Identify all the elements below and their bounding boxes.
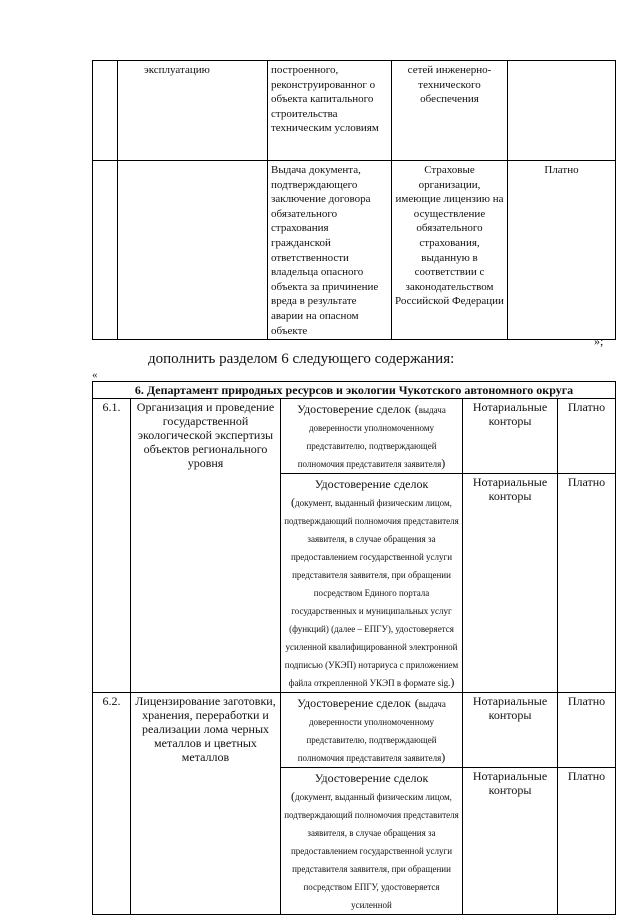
service-cell (281, 768, 463, 915)
service-title: Удостоверение сделок (314, 477, 429, 491)
service-cell (281, 399, 463, 474)
provider-cell: Нотариальные конторы (463, 693, 558, 768)
section-header: 6. Департамент природных ресурсов и экологии Чукотского автономного округа (93, 382, 616, 399)
section-header-row (93, 382, 616, 399)
amendment-intro: дополнить разделом 6 следующего содержания: (148, 351, 455, 367)
fee-cell: Платно (558, 399, 616, 474)
table-cell (508, 61, 616, 161)
table-row (93, 61, 616, 161)
service-title: Удостоверение сделок (297, 696, 411, 710)
service-detail: документ, выданный физическим лицом, подтверждающий полномочия представителя заявителя, в случае обращения за предоставлением государственной услуги представителя заявителя, при обращении посредством Единого портала государственных и муниципальных услуг (функций) (далее – ЕПГУ), удостоверяется усиленной квалифицированной электронной подписью (УКЭП) нотариуса с приложением файла открепленной УКЭП в формате sig. (284, 498, 459, 688)
closing-quote: »; (594, 334, 604, 348)
service-detail: выдача доверенности уполномоченному представителю, подтверждающей полномочия представителя заявителя (297, 405, 446, 469)
activity-name: Организация и проведение государственной экологической экспертизы объектов регионального уровня (131, 399, 281, 693)
provider-cell: Нотариальные конторы (463, 768, 558, 915)
service-cell (281, 474, 463, 693)
service-title: Удостоверение сделок (297, 402, 411, 416)
provider-cell: Нотариальные конторы (463, 474, 558, 693)
bracket: ( (414, 402, 419, 416)
fee-cell: Платно (558, 768, 616, 915)
continuation-table (92, 60, 616, 340)
table-cell: построенного, реконструированног о объекта капитального строительства техническим условиям (268, 61, 392, 161)
table-cell (118, 161, 268, 340)
row-number: 6.2. (93, 693, 131, 915)
opening-quote: « (92, 369, 98, 381)
table-cell (93, 61, 118, 161)
bracket: ) (441, 750, 446, 764)
table-cell (93, 161, 118, 340)
bracket: ( (291, 789, 296, 803)
fee-cell: Платно (558, 474, 616, 693)
bracket: ( (291, 495, 296, 509)
service-detail: выдача доверенности уполномоченному представителю, подтверждающей полномочия представителя заявителя (297, 699, 446, 763)
section6-table (92, 381, 616, 915)
bracket: ) (450, 675, 455, 689)
table-cell: сетей инженерно-технического обеспечения (392, 61, 508, 161)
table-row (93, 693, 616, 768)
activity-name: Лицензирование заготовки, хранения, переработки и реализации лома черных металлов и цветных металлов (131, 693, 281, 915)
fee-cell: Платно (558, 693, 616, 768)
table-cell: Платно (508, 161, 616, 340)
table-row (93, 399, 616, 474)
service-cell (281, 693, 463, 768)
table-cell: Выдача документа, подтверждающего заключение договора обязательного страхования гражданской ответственности владельца опасного объекта за причинение вреда в результате аварии на опасном объекте (268, 161, 392, 340)
table-cell: Страховые организации, имеющие лицензию на осуществление обязательного страхования, выданную в соответствии с законодательством Российской Федерации (392, 161, 508, 340)
table-cell: эксплуатацию (118, 61, 268, 161)
row-number: 6.1. (93, 399, 131, 693)
bracket: ) (441, 456, 446, 470)
bracket: ( (414, 696, 419, 710)
service-title: Удостоверение сделок (314, 771, 429, 785)
table-row (93, 161, 616, 340)
service-detail: документ, выданный физическим лицом, подтверждающий полномочия представителя заявителя, в случае обращения за предоставлением государственной услуги представителя заявителя, при обращении посредством ЕПГУ, удостоверяется усиленной (284, 792, 459, 910)
provider-cell: Нотариальные конторы (463, 399, 558, 474)
